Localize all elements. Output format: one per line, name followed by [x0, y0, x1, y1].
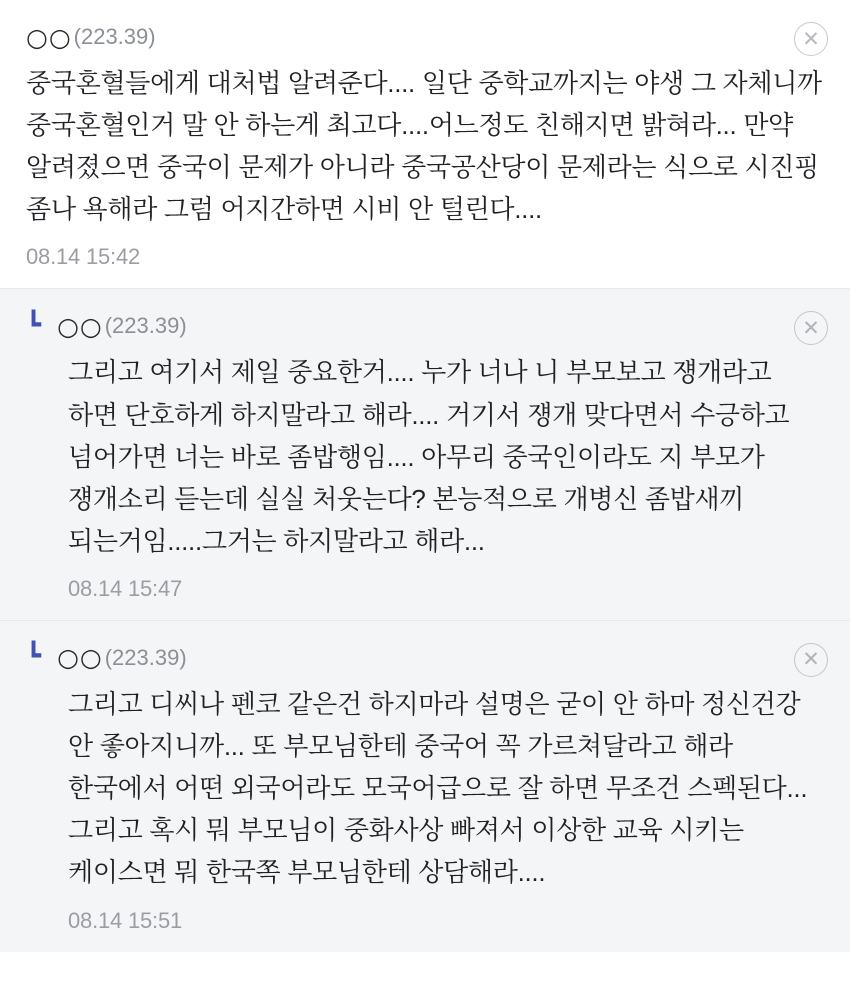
close-icon[interactable]: ✕: [794, 643, 828, 677]
comment-author-ip: (223.39): [73, 24, 156, 49]
comment-header: [26, 643, 824, 673]
comment-timestamp: 08.14 15:47: [68, 575, 183, 601]
comment-timestamp: 08.14 15:42: [26, 244, 141, 270]
close-icon[interactable]: ✕: [794, 22, 828, 56]
comment-author-ip: (223.39): [104, 313, 187, 339]
comment-author: ○○: [57, 643, 103, 673]
comment-timestamp: 08.14 15:51: [68, 907, 183, 933]
reply-arrow-icon: ┗: [26, 641, 42, 671]
comment-author: ○○: [26, 22, 72, 52]
comment-header: [26, 311, 824, 341]
comment-item: [0, 0, 850, 289]
close-icon[interactable]: ✕: [794, 311, 828, 345]
comment-text: 중국혼혈들에게 대처법 알려준다.... 일단 중학교까지는 야생 그 자체니까 중국혼혈인거 말 안 하는게 최고다....어느정도 친해지면 밝혀라... 만약 알려졌으면 중국이 문제가 아니라 중국공산당이 문제라는 식으로 시진핑 좀나 욕해라 그럼 어지간하면 시비 안 털린다....: [26, 68, 822, 225]
comment-text: 그리고 디씨나 펜코 같은건 하지마라 설명은 굳이 안 하마 정신건강 안 좋아지니까... 또 부모님한테 중국어 꼭 가르쳐달라고 해라 한국에서 어떤 외국어라도 모국어급으로 잘 하면 무조건 스펙된다... 그리고 혹시 뭐 부모님이 중화사상 빠져서 이상한 교육 시키는 케이스면 뭐 한국쪽 부모님한테 상담해라....: [68, 688, 808, 888]
comment-author-ip: (223.39): [104, 644, 187, 670]
comment-text: 그리고 여기서 제일 중요한거.... 누가 너나 니 부모보고 쟹개라고 하면 단호하게 하지말라고 해라.... 거기서 쟹개 맞다면서 수긍하고 넘어가면 너는 바로 좀밥행임.... 아무리 중국인이라도 지 부모가 쟹개소리 듣는데 실실 처웃는다? 본능적으로 개병신 좀밥새끼 되는거임.....그거는 하지말라고 해라...: [68, 357, 790, 556]
comment-item: [0, 621, 850, 952]
comment-header: [26, 22, 824, 52]
comment-author: ○○: [57, 311, 103, 341]
comment-item: [0, 289, 850, 621]
reply-arrow-icon: ┗: [26, 309, 42, 339]
